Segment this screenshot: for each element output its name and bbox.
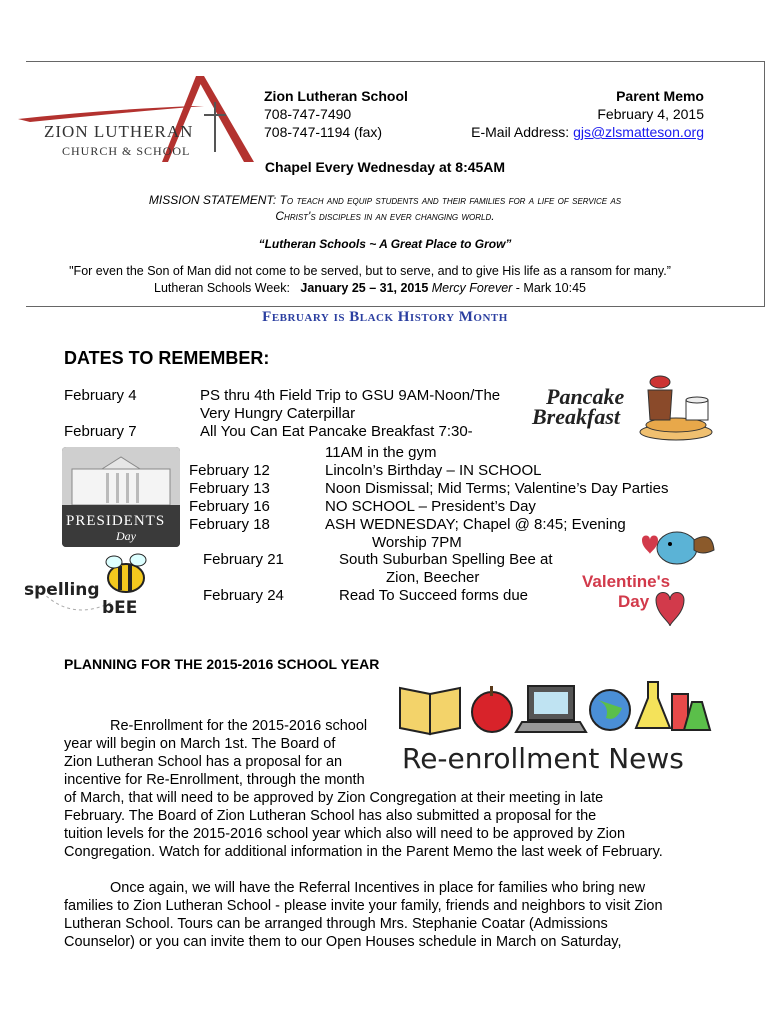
p1-line4: incentive for Re-Enrollment, through the month: [64, 772, 365, 788]
date-feb16: February 16: [189, 498, 270, 515]
week-ref: - Mark 10:45: [512, 281, 586, 295]
chapel-line: Chapel Every Wednesday at 8:45AM: [264, 159, 506, 175]
date-feb18: February 18: [189, 516, 270, 533]
event-feb13: Noon Dismissal; Mid Terms; Valentine’s Day Parties: [325, 480, 669, 497]
presidents-title-1: PRESIDENTS: [66, 513, 166, 529]
date-feb21: February 21: [203, 551, 284, 568]
logo-line2: CHURCH & SCHOOL: [62, 144, 191, 158]
school-phone: 708-747-7490: [264, 106, 352, 122]
presidents-title-2: Day: [116, 529, 136, 543]
mission-line2: Christ's disciples in an ever changing world.: [275, 209, 495, 223]
schools-week-line: [0, 281, 740, 295]
referral-paragraph: [64, 879, 744, 951]
pancake-breakfast-image: [526, 370, 716, 442]
school-name: Zion Lutheran School: [264, 88, 408, 104]
p2-line2: families to Zion Lutheran School - please invite your family, friends and neighbors to visit Zion: [64, 898, 663, 914]
date-feb24: February 24: [203, 587, 284, 604]
spelling-title-2: bEE: [102, 598, 138, 618]
event-feb4-line2: Very Hungry Caterpillar: [200, 405, 356, 422]
p1-line8: Congregation. Watch for additional information in the Parent Memo the last week of February.: [64, 844, 663, 860]
spelling-title-1: spelling: [24, 580, 100, 600]
p2-line4: Counselor) or you can invite them to our Open Houses schedule in March on Saturday,: [64, 934, 622, 950]
event-feb21-line1: South Suburban Spelling Bee at: [339, 551, 553, 568]
pancake-title-1: Pancake: [546, 384, 625, 409]
date-feb7: February 7: [64, 423, 137, 440]
date-feb4: February 4: [64, 387, 137, 404]
p1-line5: of March, that will need to be approved by Zion Congregation at their meeting in late: [64, 790, 604, 806]
reenrollment-title: Re-enrollment News: [402, 742, 684, 775]
event-feb12: Lincoln’s Birthday – IN SCHOOL: [325, 462, 542, 479]
memo-date: February 4, 2015: [597, 106, 704, 122]
church-logo: [18, 72, 258, 172]
week-dates: January 25 – 31, 2015: [300, 281, 429, 295]
p2-line1: Once again, we will have the Referral Incentives in place for families who bring new: [110, 880, 646, 896]
spelling-bee-image: [22, 552, 152, 632]
email-label: E-Mail Address:: [471, 124, 574, 140]
email-line: [471, 123, 704, 141]
event-feb16: NO SCHOOL – President’s Day: [325, 498, 536, 515]
black-history-banner: February is Black History Month: [262, 309, 508, 325]
mission-statement: [0, 192, 770, 224]
pancake-title-2: Breakfast: [532, 404, 620, 429]
reenrollment-paragraph: [64, 717, 724, 861]
date-feb12: February 12: [189, 462, 270, 479]
event-feb4-line1: PS thru 4th Field Trip to GSU 9AM-Noon/The: [200, 387, 501, 404]
valentine-title-2: Day: [618, 592, 650, 611]
valentine-title-1: Valentine's: [582, 572, 671, 591]
p1-line6: February. The Board of Zion Lutheran School has also submitted a proposal for the: [64, 808, 597, 824]
memo-title: Parent Memo: [616, 88, 704, 104]
event-feb18-line1: ASH WEDNESDAY; Chapel @ 8:45; Evening: [325, 516, 626, 533]
slogan: “Lutheran Schools ~ A Great Place to Grow”: [258, 237, 512, 251]
event-feb18-line2: Worship 7PM: [372, 534, 462, 551]
week-theme: Mercy Forever: [428, 281, 513, 295]
presidents-day-image: [62, 447, 180, 547]
event-feb7-line1: All You Can Eat Pancake Breakfast 7:30-: [200, 423, 473, 440]
mission-label: MISSION STATEMENT:: [148, 193, 277, 207]
event-feb24: Read To Succeed forms due: [339, 587, 529, 604]
mission-line1: To teach and equip students and their families for a life of service as: [279, 193, 622, 207]
event-feb7-line2: 11AM in the gym: [325, 444, 437, 461]
p1-line1: Re-Enrollment for the 2015-2016 school: [110, 718, 368, 734]
school-fax: 708-747-1194 (fax): [264, 124, 383, 140]
p1-line2: year will begin on March 1st. The Board of: [64, 736, 336, 752]
week-label: Lutheran Schools Week:: [154, 281, 301, 295]
date-feb13: February 13: [189, 480, 270, 497]
logo-line1: ZION LUTHERAN: [44, 122, 194, 141]
planning-heading: PLANNING FOR THE 2015-2016 SCHOOL YEAR: [64, 656, 380, 672]
event-feb21-line2: Zion, Beecher: [386, 569, 480, 586]
valentines-day-image: [582, 520, 722, 640]
p1-line7: tuition levels for the 2015-2016 school year which also will need to be approved by Zion: [64, 826, 626, 842]
email-link[interactable]: gjs@zlsmatteson.org: [573, 124, 704, 140]
dates-heading: DATES TO REMEMBER:: [64, 348, 270, 368]
p2-line3: Lutheran School. Tours can be arranged through Mrs. Stephanie Coatar (Admissions: [64, 916, 608, 932]
bible-verse: "For even the Son of Man did not come to be served, but to serve, and to give His life as a ransom for many.”: [69, 264, 671, 278]
p1-line3: Zion Lutheran School has a proposal for an: [64, 754, 343, 770]
